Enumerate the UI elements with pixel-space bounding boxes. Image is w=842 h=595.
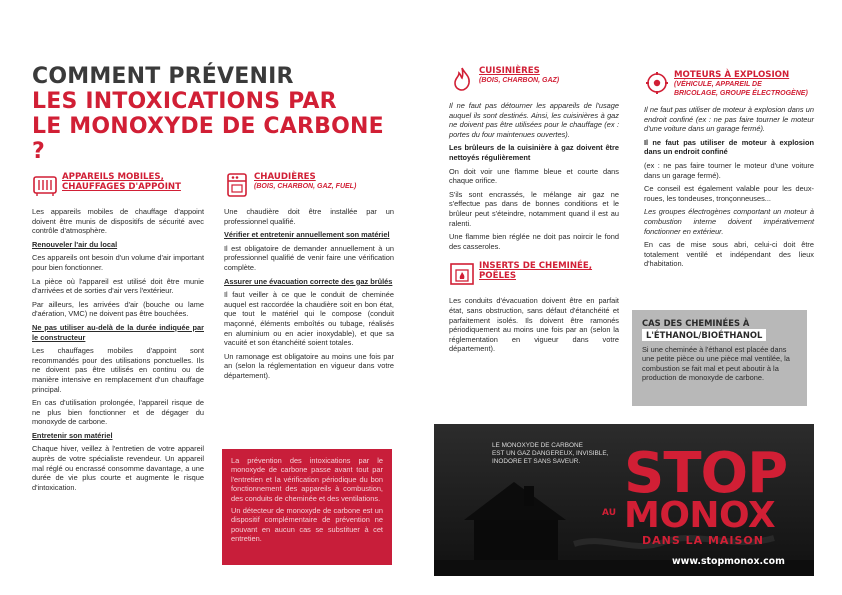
ethanol-title <box>642 318 797 341</box>
prevention-box <box>222 449 392 565</box>
moteurs-p5: En cas de mise sous abri, celui-ci doit être totalement ventilé et indépendant des lieux d'habitation. <box>644 240 814 269</box>
title-line-1: COMMENT PRÉVENIR <box>32 64 294 89</box>
title-line-2: LES INTOXICATIONS PAR <box>32 89 337 114</box>
bruleurs-title: Les brûleurs de la cuisinière à gaz doivent être nettoyés régulièrement <box>449 143 619 162</box>
dans-la-maison: DANS LA MAISON <box>642 534 764 547</box>
engine-icon <box>644 70 670 96</box>
flame-icon <box>449 66 475 92</box>
moteurs-p2: (ex : ne pas faire tourner le moteur d'une voiture dans un garage fermé). <box>644 160 814 180</box>
cuisinieres-p2: On doit voir une flamme bleue et courte dans chaque orifice. <box>449 166 619 186</box>
cuisinieres-p1: Il ne faut pas détourner les appareils de l'usage auquel ils sont destinés. Ainsi, les cuisinières à gaz ne doivent pas être utilisées pour le chauffage (ex : portes du four maintenues ouvertes). <box>449 101 619 139</box>
section-chaudieres-header <box>224 172 394 202</box>
au-word: AU <box>602 508 616 518</box>
co-warning-line-1: LE MONOXYDE DE CARBONE <box>492 442 583 449</box>
chaudieres-p1: Une chaudière doit être installée par un professionnel qualifié. <box>224 207 394 226</box>
entretien-title: Entretenir son matériel <box>32 430 113 440</box>
inserts-heading-2: POÊLES <box>479 271 517 282</box>
inserts-p1: Les conduits d'évacuation doivent être en parfait état, sans obstruction, sans défaut d'étanchéité et parfaitement isolés. Ils doivent être ramonés périodiquement au moins une fois par an (selon la réglementation en vigueur dans votre département). <box>449 296 619 354</box>
boiler-icon <box>224 172 250 198</box>
radiator-icon <box>32 172 58 198</box>
appareils-intro: Les appareils mobiles de chauffage d'appoint doivent être munis de dispositifs de sécurité avec contrôle d'atmosphère. <box>32 207 204 236</box>
duree-p1: Les chauffages mobiles d'appoint sont recommandés pour des utilisations ponctuelles. Ils ne doivent pas être utilisés en continu ou de manière intensive en remplacement d'un chauffage principal. <box>32 346 204 394</box>
ethanol-title-2: L'ÉTHANOL/BIOÉTHANOL <box>642 329 766 341</box>
section-appareils-header <box>32 172 204 202</box>
co-warning-line-3: INODORE ET SANS SAVEUR. <box>492 458 581 465</box>
moteurs-p3: Ce conseil est également valable pour les deux-roues, les tondeuses, tronçonneuses... <box>644 184 814 203</box>
fireplace-icon <box>449 261 475 287</box>
ethanol-text: Si une cheminée à l'éthanol est placée dans une petite pièce ou une pièce mal ventilée, la combustion se fait mal et peut aboutir à la production de monoxyde de carbone. <box>642 345 790 383</box>
appareils-heading-2: CHAUFFAGES D'APPOINT <box>62 182 181 192</box>
ethanol-box <box>632 310 807 406</box>
prevention-p1: La prévention des intoxications par le monoxyde de carbone passe avant tout par l'entretien et la vérification périodique du bon fonctionnement des appareils à combustion, des conduits de cheminée et des ventilations. <box>231 456 383 503</box>
prevention-p2: Un détecteur de monoxyde de carbone est un dispositif complémentaire de prévention ne pouvant en aucun cas se substituer à cet entretien. <box>231 506 383 544</box>
page-title <box>32 64 402 164</box>
renouveler-p1: Ces appareils ont besoin d'un volume d'air important pour bien fonctionner. <box>32 253 204 272</box>
column-cuisinieres <box>449 66 619 358</box>
duree-p2: En cas d'utilisation prolongée, l'appareil risque de ne plus bien fonctionner et de dégager du monoxyde de carbone. <box>32 398 204 427</box>
moteurs-p1: Il ne faut pas utiliser de moteur à explosion dans un endroit confiné (ex : ne pas faire tourner le moteur d'une voiture dans un garage fermé). <box>644 105 814 134</box>
cuisinieres-heading: CUISINIÈRES <box>479 66 540 76</box>
column-moteurs <box>644 70 814 273</box>
co-warning-line-2: EST UN GAZ DANGEREUX, INVISIBLE, <box>492 450 609 457</box>
stop-word: STOP <box>624 441 788 506</box>
section-inserts-header <box>449 261 619 291</box>
website-link[interactable]: www.stopmonox.com <box>672 556 785 567</box>
column-chaudieres <box>224 172 394 385</box>
appareils-heading-1: APPAREILS MOBILES, <box>62 172 164 182</box>
section-cuisinieres-header <box>449 66 619 96</box>
cuisinieres-p3: S'ils sont encrassés, le mélange air gaz ne s'effectue pas dans de bonnes conditions et le brûleur peut s'éteindre, notamment quand il est au ralenti. <box>449 189 619 228</box>
chaudieres-heading: CHAUDIÈRES <box>254 172 316 182</box>
column-appareils <box>32 172 204 496</box>
title-line-3: LE MONOXYDE DE CARBONE ? <box>32 114 384 164</box>
verifier-p: Il est obligatoire de demander annuellement à un professionnel qualifié de venir faire une vérification complète. <box>224 243 394 272</box>
assurer-p2: Un ramonage est obligatoire au moins une fois par an (selon la réglementation en vigueur dans votre département). <box>224 351 394 380</box>
renouveler-title: Renouveler l'air du local <box>32 239 118 249</box>
assurer-p1: Il faut veiller à ce que le conduit de cheminée auquel est raccordée la chaudière soit en bon état, que tout le matériel qui le compose (conduit maçonné, éléments emboîtés ou tubage, réalisés en aluminium ou en acier inoxydable), et que sa vacuité et son étanchéité soient totales. <box>224 290 394 348</box>
verifier-title: Vérifier et entretenir annuellement son matériel <box>224 230 390 240</box>
moteurs-sub-2: BRICOLAGE, GROUPE ÉLECTROGÈNE) <box>674 90 808 97</box>
chaudieres-sub: (BOIS, CHARBON, GAZ, FUEL) <box>254 183 357 190</box>
ethanol-title-1: CAS DES CHEMINÉES À <box>642 318 750 328</box>
moteurs-heading: MOTEURS À EXPLOSION <box>674 70 790 80</box>
entretien-p: Chaque hiver, veillez à l'entretien de votre appareil auprès de votre spécialiste revendeur. Un appareil mal réglé ou encrassé consomme davantage, a une durée de vie plus courte et augmente le risque d'intoxication. <box>32 444 204 492</box>
duree-title: Ne pas utiliser au-delà de la durée indiquée par le constructeur <box>32 322 204 342</box>
section-moteurs-header <box>644 70 814 100</box>
moteurs-title2: Il ne faut pas utiliser de moteur à explosion dans un endroit confiné <box>644 137 814 157</box>
assurer-title: Assurer une évacuation correcte des gaz brûlés <box>224 276 393 286</box>
cuisinieres-p4: Une flamme bien réglée ne doit pas noircir le fond des casseroles. <box>449 232 619 251</box>
co-warning-text <box>492 442 608 466</box>
monox-word: MONOX <box>624 495 776 536</box>
inserts-heading-1: INSERTS DE CHEMINÉE, <box>479 261 593 272</box>
stop-monox-banner <box>434 424 814 576</box>
renouveler-p3: Par ailleurs, les arrivées d'air (bouche ou lame d'aération, VMC) ne doivent pas être bouchées. <box>32 299 204 319</box>
cuisinieres-sub: (BOIS, CHARBON, GAZ) <box>479 77 560 84</box>
moteurs-sub-1: (VÉHICULE, APPAREIL DE <box>674 81 762 88</box>
renouveler-p2: La pièce où l'appareil est utilisé doit être munie d'arrivées et de sorties d'air vers l'extérieur. <box>32 276 204 296</box>
moteurs-p4: Les groupes électrogènes comportant un moteur à combustion interne doivent impérativement fonctionner en extérieur. <box>644 207 814 236</box>
